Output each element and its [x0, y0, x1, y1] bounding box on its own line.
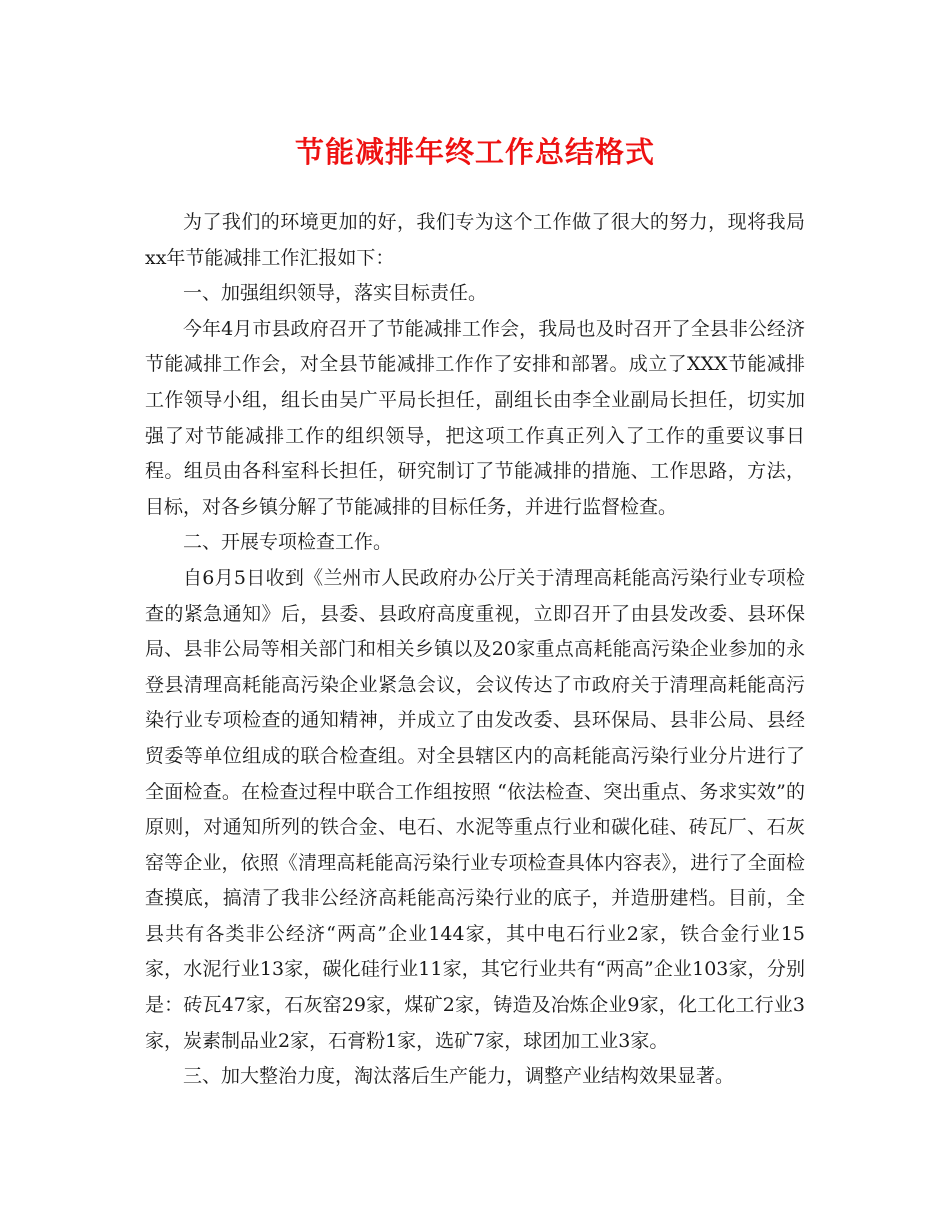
document-title: 节能减排年终工作总结格式 [294, 135, 655, 169]
section-heading-2: 二、开展专项检查工作。 [183, 531, 393, 554]
section-heading-1: 一、加强组织领导，落实目标责任。 [183, 282, 488, 305]
paragraph-section-2: 自6月5日收到《兰州市人民政府办公厅关于清理高耗能高污染行业专项检查的紧急通知》后，县委、县政府高度重视，立即召开了由县发改委、县环保局、县非公局等相关部门和相关乡镇以及20家重点高耗能高污染企业参加的永登县清理高耗能高污染企业紧急会议，会议传达了市政府关于清理高耗能高污染行业专项检查的通知精神，并成立了由发改委、县环保局、县非公局、县经贸委等单位组成的联合检查组。对全县辖区内的高耗能高污染行业分片进行了全面检查。在检查过程中联合工作组按照 “依法检查、突出重点、务求实效”的原则，对通知所列的铁合金、电石、水泥等重点行业和碳化硅、砖瓦厂、石灰窑等企业，依照《清理高耗能高污染行业专项检查具体内容表》，进行了全面检查摸底，搞清了我非公经济高耗能高污染行业的底子，并造册建档。目前，全县共有各类非公经济“两高”企业144家，其中电石行业2家，铁合金行业15家，水泥行业13家，碳化硅行业11家，其它行业共有“两高”企业103家，分别是：砖瓦47家，石灰窑29家，煤矿2家，铸造及冶炼企业9家，化工化工行业3家，炭素制品业2家，石膏粉1家，选矿7家，球团加工业3家。 [145, 566, 805, 1052]
paragraph-intro: 为了我们的环境更加的好，我们专为这个工作做了很大的努力，现将我局xx年节能减排工作汇报如下： [145, 211, 805, 269]
section-heading-3: 三、加大整治力度，淘汰落后生产能力，调整产业结构效果显著。 [183, 1065, 735, 1088]
paragraph-section-1: 今年4月市县政府召开了节能减排工作会，我局也及时召开了全县非公经济节能减排工作会，对全县节能减排工作作了安排和部署。成立了XXX节能减排工作领导小组，组长由吴广平局长担任，副组长由李全业副局长担任，切实加强了对节能减排工作的组织领导，把这项工作真正列入了工作的重要议事日程。组员由各科室科长担任，研究制订了节能减排的措施、工作思路，方法，目标，对各乡镇分解了节能减排的目标任务，并进行监督检查。 [145, 317, 805, 518]
document-body [145, 205, 805, 1095]
